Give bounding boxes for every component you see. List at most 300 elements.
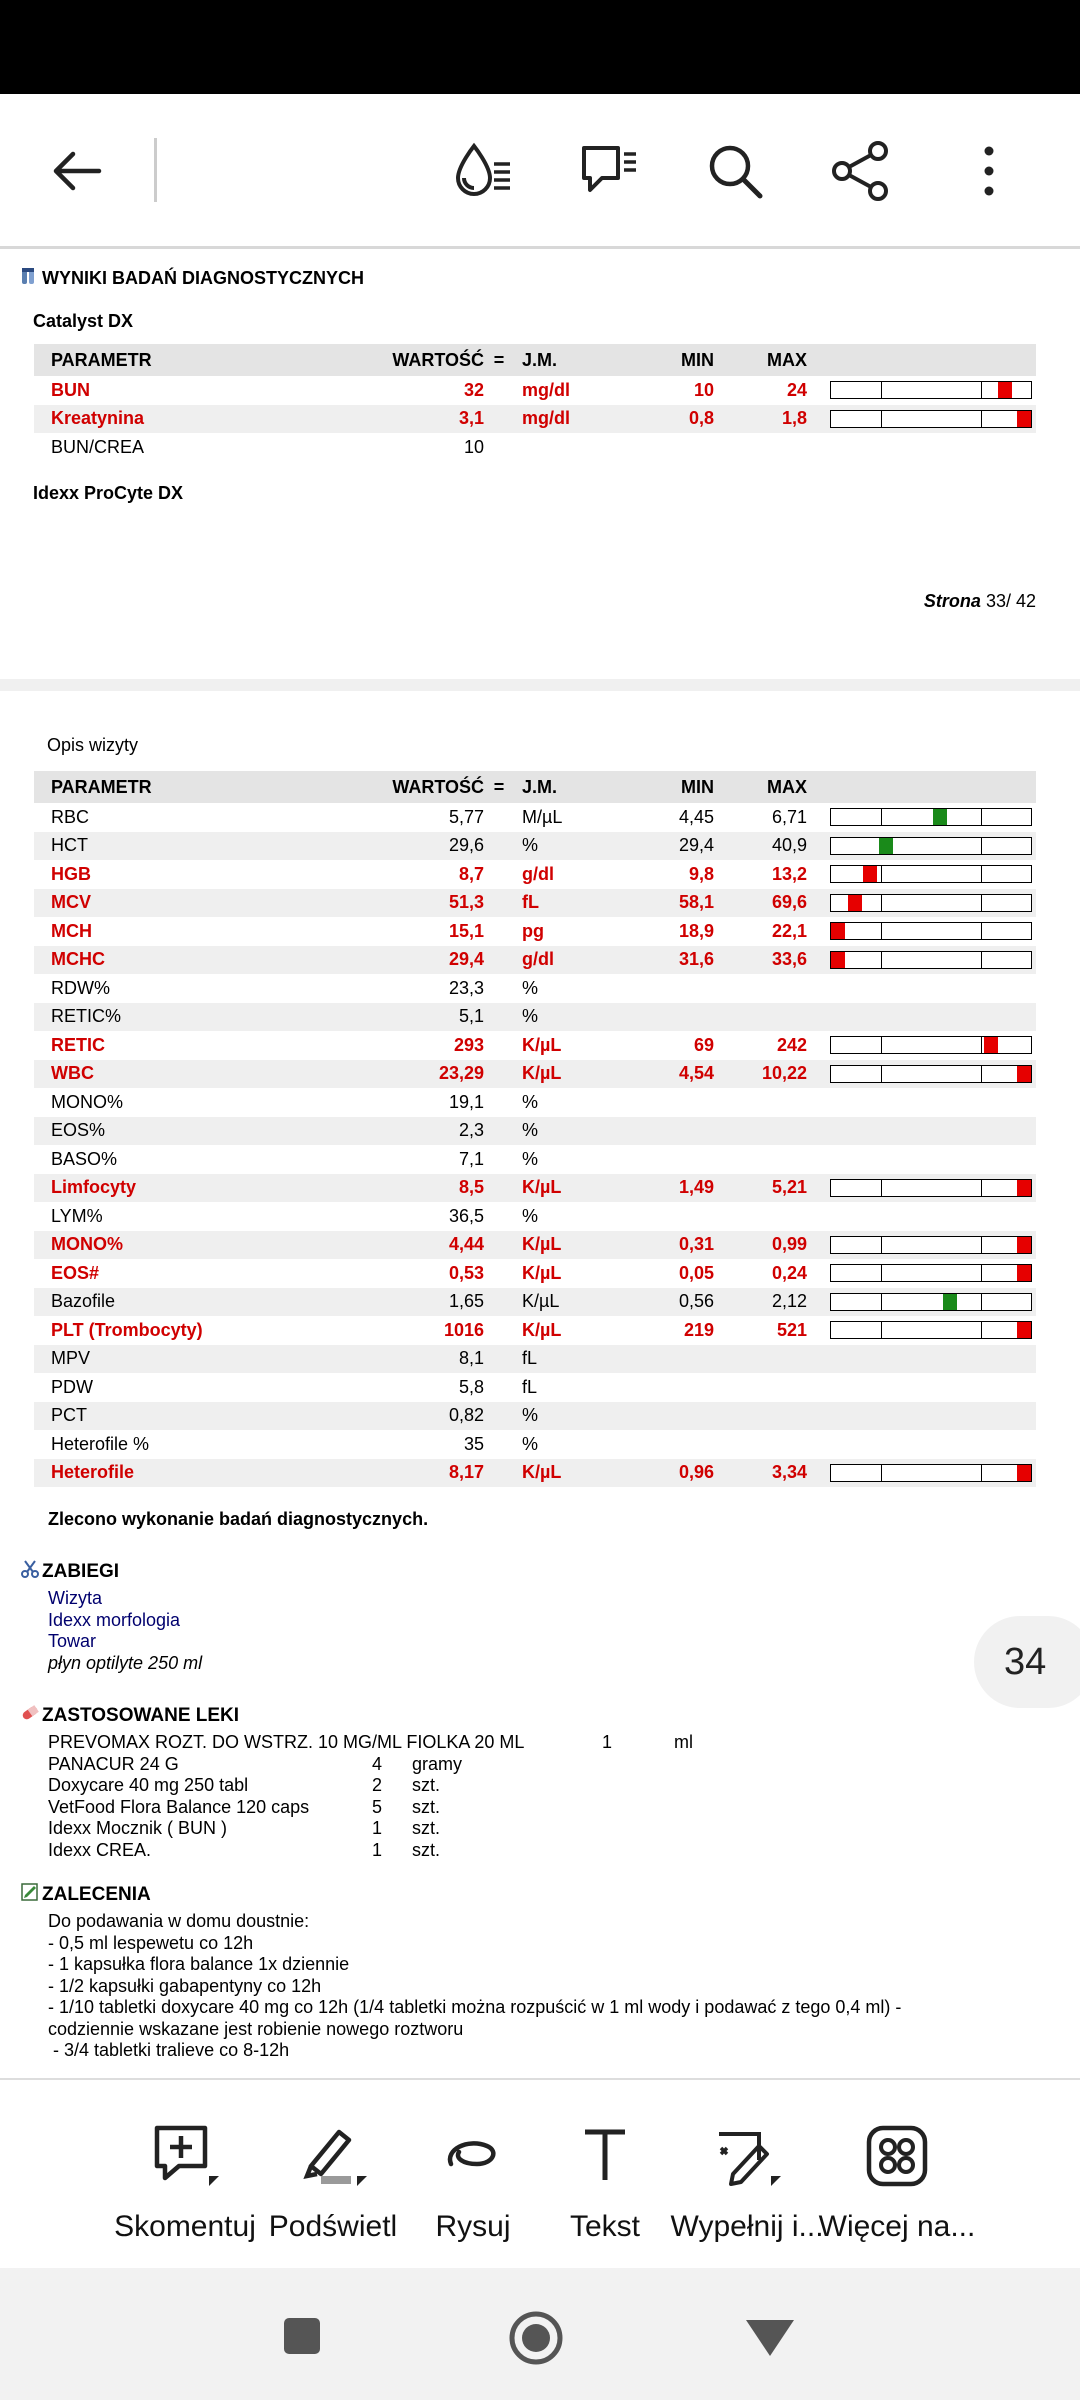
gauge-cell: [830, 1373, 1036, 1402]
gauge-cell: [830, 1402, 1036, 1431]
med-unit: szt.: [412, 1839, 441, 1860]
comments-icon[interactable]: [572, 134, 646, 208]
param-min: 0,96: [624, 1459, 714, 1488]
param-min: 9,8: [688, 863, 714, 884]
gauge-tick: [881, 1066, 882, 1082]
param-unit: K/µL: [522, 1034, 562, 1055]
param-min: 1,49: [624, 1174, 714, 1203]
gauge-tick: [881, 866, 882, 882]
param-min: [624, 1117, 714, 1146]
gauge-cell: [830, 917, 1036, 946]
param-value: 8,17: [334, 1459, 484, 1488]
gauge-cell: [830, 1117, 1036, 1146]
gauge-tick: [881, 923, 882, 939]
gauge-cell: [830, 1174, 1036, 1203]
range-gauge: [830, 1236, 1032, 1254]
param-name: LYM%: [51, 1205, 103, 1226]
gauge-tick: [881, 1037, 882, 1053]
col-gap: [807, 1202, 830, 1231]
gauge-marker: [848, 895, 862, 911]
comment-add-icon: [149, 2120, 221, 2192]
col-header-unit: J.M.: [514, 771, 624, 803]
col-header-unit: J.M.: [514, 344, 624, 376]
param-eq: [484, 1288, 514, 1317]
param-value: 23,29: [334, 1060, 484, 1089]
param-value: 36,5: [448, 1205, 484, 1226]
table-row: [34, 832, 1036, 861]
gauge-cell: [830, 1345, 1036, 1374]
gauge-cell: [830, 1088, 1036, 1117]
param-eq: [484, 1259, 514, 1288]
range-gauge: [830, 1065, 1032, 1083]
param-min: 31,6: [624, 946, 714, 975]
med-name: VetFood Flora Balance 120 caps: [48, 1796, 310, 1817]
gauge-tick: [981, 1465, 982, 1481]
param-name: EOS#: [51, 1262, 100, 1283]
med-qty: 1: [372, 1839, 383, 1860]
procedure-item: Idexx morfologia: [48, 1609, 181, 1630]
meds-heading: ZASTOSOWANE LEKI: [20, 1703, 239, 1727]
param-max: 521: [776, 1319, 807, 1340]
param-max: [714, 1145, 807, 1174]
param-unit: g/dl: [514, 946, 624, 975]
param-value: 3,1: [334, 405, 484, 434]
param-min: 0,05: [678, 1262, 714, 1283]
recommendation-line: - 1/2 kapsułki gabapentyny co 12h: [48, 1975, 322, 1996]
param-min: 0,8: [624, 405, 714, 434]
gauge-tick: [881, 1465, 882, 1481]
med-unit: szt.: [412, 1796, 441, 1817]
param-eq: [484, 405, 514, 434]
range-gauge: [830, 837, 1032, 855]
back-arrow-icon[interactable]: [40, 134, 114, 208]
param-min: [624, 974, 714, 1003]
param-max: [714, 1345, 807, 1374]
table-row: [34, 1288, 1036, 1317]
col-header-gauge: [830, 344, 1036, 376]
col-gap: [807, 803, 830, 832]
med-name: Doxycare 40 mg 250 tabl: [48, 1775, 249, 1795]
param-eq: [484, 974, 514, 1003]
table-row: [34, 889, 1036, 918]
gauge-marker: [1017, 411, 1031, 427]
meds-list: [48, 1732, 748, 1861]
range-gauge: [830, 922, 1032, 940]
highlight-tool-label: Podświetl: [268, 2210, 398, 2243]
param-name: HCT: [34, 832, 334, 861]
param-unit: K/µL: [522, 1262, 562, 1283]
param-min: [624, 1402, 714, 1431]
range-gauge: [830, 951, 1032, 969]
gauge-cell: [830, 405, 1036, 434]
gauge-tick: [981, 411, 982, 427]
param-min: [624, 1373, 714, 1402]
med-name: PANACUR 24 G: [48, 1753, 179, 1774]
gauge-tick: [981, 866, 982, 882]
gauge-marker: [1017, 1180, 1031, 1196]
col-gap: [807, 405, 830, 434]
comment-tool-button[interactable]: [110, 2080, 260, 2270]
med-unit: szt.: [412, 1818, 441, 1838]
param-name: MONO%: [34, 1231, 334, 1260]
param-unit: K/µL: [514, 1288, 624, 1317]
param-unit: K/µL: [514, 1174, 624, 1203]
param-unit: fL: [514, 1345, 624, 1374]
param-unit: %: [522, 1091, 539, 1112]
param-max: 40,9: [714, 832, 807, 861]
col-gap: [807, 1345, 830, 1374]
results-heading: WYNIKI BADAŃ DIAGNOSTYCZNYCH: [20, 267, 364, 289]
recommendation-line: codziennie wskazane jest robienie nowego roztworu: [48, 2018, 464, 2039]
gauge-tick: [981, 1037, 982, 1053]
pdf-page-34: [0, 691, 1080, 2078]
param-max: [714, 1430, 807, 1459]
col-gap: [807, 946, 830, 975]
gauge-marker: [1017, 1465, 1031, 1481]
param-name: Bazofile: [34, 1288, 334, 1317]
col-gap: [807, 1316, 830, 1345]
col-gap: [807, 433, 830, 462]
param-name: EOS%: [34, 1117, 334, 1146]
gauge-tick: [881, 952, 882, 968]
col-header-value: WARTOŚĆ: [334, 344, 484, 376]
gauge-tick: [981, 1322, 982, 1338]
gauge-cell: [830, 1259, 1036, 1288]
page-footer: [924, 591, 1036, 612]
param-eq: [484, 1316, 514, 1345]
param-value: 29,4: [334, 946, 484, 975]
param-value: 0,82: [334, 1402, 484, 1431]
page-footer-number: 33/ 42: [985, 591, 1036, 611]
param-max: 0,24: [771, 1262, 807, 1283]
recommendation-line: - 1/10 tabletki doxycare 40 mg co 12h (1/4 tabletki można rozpuścić w 1 ml wody i podawać z tego 0,4 ml) -: [48, 1997, 902, 2017]
table-row: [34, 1459, 1036, 1488]
param-eq: [484, 1430, 514, 1459]
procedure-item: Towar: [48, 1631, 97, 1651]
gauge-marker: [933, 809, 947, 825]
param-max: 13,2: [771, 863, 807, 884]
results-table-procyte: [34, 771, 1036, 1487]
draw-icon: [437, 2120, 509, 2192]
param-value: 19,1: [448, 1091, 484, 1112]
gauge-tick: [881, 1322, 882, 1338]
param-max: 69,6: [714, 889, 807, 918]
param-max: [714, 433, 807, 462]
param-eq: [484, 1003, 514, 1032]
param-max: [714, 974, 807, 1003]
gauge-marker: [984, 1037, 998, 1053]
param-min: 18,9: [678, 920, 714, 941]
col-gap: [807, 771, 830, 803]
comment-tool-label: Skomentuj: [114, 2210, 256, 2243]
range-gauge: [830, 1321, 1032, 1339]
gauge-tick: [881, 411, 882, 427]
med-unit: szt.: [412, 1775, 441, 1795]
col-gap: [807, 860, 830, 889]
param-value: 4,44: [334, 1231, 484, 1260]
param-unit: M/µL: [522, 806, 563, 827]
gauge-tick: [981, 1294, 982, 1310]
param-name: BUN/CREA: [51, 436, 145, 457]
table-row: [34, 1373, 1036, 1402]
table-row: [34, 1174, 1036, 1203]
recommendations-list: [48, 1911, 1058, 2062]
visit-description-label: Opis wizyty: [47, 735, 139, 755]
param-eq: [484, 860, 514, 889]
fill-sign-tool-button[interactable]: [672, 2080, 822, 2270]
med-name: Idexx CREA.: [48, 1839, 152, 1860]
param-max: [714, 1117, 807, 1146]
param-unit: K/µL: [514, 1231, 624, 1260]
param-value: 1016: [443, 1319, 484, 1340]
param-eq: [484, 376, 514, 405]
param-value: 0,53: [448, 1262, 484, 1283]
table-row: [34, 1060, 1036, 1089]
gauge-marker: [1017, 1066, 1031, 1082]
gauge-cell: [830, 1316, 1036, 1345]
param-min: 69: [693, 1034, 714, 1055]
gauge-tick: [981, 382, 982, 398]
param-max: [714, 1003, 807, 1032]
param-max: 242: [776, 1034, 807, 1055]
col-header-value: WARTOŚĆ: [334, 771, 484, 803]
param-unit: mg/dl: [514, 405, 624, 434]
col-gap: [807, 1402, 830, 1431]
med-row: [48, 1754, 748, 1776]
range-gauge: [830, 381, 1032, 399]
param-unit: [514, 433, 624, 462]
col-header-parameter: PARAMETR: [34, 344, 334, 376]
param-value: 23,3: [448, 977, 484, 998]
gauge-marker: [879, 838, 893, 854]
param-eq: [484, 803, 514, 832]
recents-nav-icon[interactable]: [274, 2308, 330, 2364]
param-min: [624, 1345, 714, 1374]
table-row: [34, 974, 1036, 1003]
col-gap: [807, 1259, 830, 1288]
med-unit: gramy: [412, 1753, 463, 1774]
med-unit: ml: [674, 1732, 693, 1752]
table-row: [34, 1003, 1036, 1032]
param-min: [624, 1430, 714, 1459]
gauge-tick: [881, 1294, 882, 1310]
gauge-tick: [981, 1265, 982, 1281]
gauge-cell: [830, 1459, 1036, 1488]
col-gap: [807, 1145, 830, 1174]
param-unit: K/µL: [514, 1060, 624, 1089]
page-number-indicator: 34: [974, 1616, 1080, 1708]
col-gap: [807, 974, 830, 1003]
param-name: MCH: [51, 920, 92, 941]
recommendation-line: - 3/4 tabletki tralieve co 8-12h: [48, 2040, 290, 2060]
text-tool-button[interactable]: [530, 2080, 680, 2270]
table-row: [34, 1402, 1036, 1431]
param-min: 219: [683, 1319, 714, 1340]
text-tool-label: Tekst: [569, 2210, 641, 2243]
col-header-min: MIN: [624, 771, 714, 803]
recommendation-line: - 0,5 ml lespewetu co 12h: [48, 1932, 254, 1953]
draw-tool-label: Rysuj: [435, 2210, 511, 2243]
gauge-cell: [830, 1003, 1036, 1032]
table-row: [34, 860, 1036, 889]
gauge-cell: [830, 376, 1036, 405]
med-qty: 1: [602, 1732, 613, 1752]
document-viewer[interactable]: [0, 246, 1080, 2078]
gauge-tick: [981, 838, 982, 854]
param-eq: [484, 1202, 514, 1231]
table-row: [34, 1259, 1036, 1288]
gauge-marker: [831, 923, 845, 939]
gauge-tick: [881, 1180, 882, 1196]
param-name: BASO%: [51, 1148, 118, 1169]
gauge-tick: [881, 382, 882, 398]
fill-sign-tool-label: Wypełnij i...: [670, 2210, 824, 2243]
param-eq: [484, 832, 514, 861]
recommendation-line: - 1 kapsułka flora balance 1x dziennie: [48, 1954, 350, 1974]
param-min: [624, 1202, 714, 1231]
highlight-tool-button[interactable]: [258, 2080, 408, 2270]
param-min: [624, 1003, 714, 1032]
table-row: [34, 803, 1036, 832]
gauge-tick: [981, 895, 982, 911]
param-name: PLT (Trombocyty): [51, 1319, 203, 1340]
param-value: 15,1: [448, 920, 484, 941]
param-eq: [484, 1174, 514, 1203]
draw-tool-button[interactable]: [398, 2080, 548, 2270]
top-toolbar: [0, 94, 1080, 246]
param-max: 0,99: [714, 1231, 807, 1260]
range-gauge: [830, 808, 1032, 826]
range-gauge: [830, 894, 1032, 912]
param-name: Heterofile: [34, 1459, 334, 1488]
table-row: [34, 1430, 1036, 1459]
scissors-icon: [20, 1559, 40, 1579]
back-nav-icon[interactable]: [742, 2308, 798, 2364]
table-row: [34, 917, 1036, 946]
param-value: 5,77: [448, 806, 484, 827]
share-icon[interactable]: [824, 134, 898, 208]
range-gauge: [830, 865, 1032, 883]
search-icon[interactable]: [698, 134, 772, 208]
table-row: [34, 405, 1036, 434]
table-row: [34, 1202, 1036, 1231]
med-qty: 5: [372, 1796, 383, 1817]
param-unit: %: [514, 1003, 624, 1032]
table-header-row: [34, 771, 1036, 803]
col-gap: [807, 1088, 830, 1117]
range-gauge: [830, 1036, 1032, 1054]
more-tools-icon: [861, 2120, 933, 2192]
col-header-min: MIN: [624, 344, 714, 376]
med-row: [48, 1840, 748, 1862]
med-qty: 2: [372, 1775, 383, 1795]
gauge-marker: [943, 1294, 957, 1310]
param-max: [714, 1088, 807, 1117]
param-value: 8,5: [334, 1174, 484, 1203]
col-gap: [807, 1060, 830, 1089]
param-value: 32: [463, 379, 484, 400]
gauge-tick: [981, 952, 982, 968]
system-navigation-bar: [0, 2268, 1080, 2400]
med-row: [48, 1732, 748, 1754]
recommendation-line: Do podawania w domu doustnie:: [48, 1911, 310, 1931]
param-unit: g/dl: [522, 863, 554, 884]
table-row: [34, 946, 1036, 975]
gauge-tick: [881, 1265, 882, 1281]
home-nav-icon[interactable]: [506, 2308, 562, 2364]
param-unit: fL: [514, 889, 624, 918]
param-unit: %: [522, 1205, 539, 1226]
table-row: [34, 1088, 1036, 1117]
med-name: Idexx Mocznik ( BUN ): [48, 1818, 228, 1838]
col-gap: [807, 1288, 830, 1317]
ordered-note: Zlecono wykonanie badań diagnostycznych.: [48, 1509, 429, 1529]
gauge-tick: [881, 1237, 882, 1253]
col-gap: [807, 1174, 830, 1203]
reading-mode-icon[interactable]: [446, 134, 520, 208]
param-min: 10: [693, 379, 714, 400]
col-gap: [807, 832, 830, 861]
param-name: MCHC: [34, 946, 334, 975]
param-unit: K/µL: [514, 1459, 624, 1488]
status-bar: [0, 0, 1080, 94]
param-eq: [484, 1088, 514, 1117]
param-name: RBC: [51, 806, 90, 827]
device-label: Catalyst DX: [33, 311, 134, 331]
col-gap: [807, 344, 830, 376]
med-qty: 1: [372, 1818, 383, 1838]
param-unit: %: [514, 1402, 624, 1431]
gauge-marker: [1017, 1265, 1031, 1281]
col-gap: [807, 1031, 830, 1060]
param-eq: [484, 1345, 514, 1374]
param-name: Kreatynina: [34, 405, 334, 434]
param-min: [624, 433, 714, 462]
col-header-eq: =: [484, 771, 514, 803]
gauge-marker: [831, 952, 845, 968]
recommendations-heading: ZALECENIA: [20, 1882, 151, 1906]
param-min: [624, 1145, 714, 1174]
param-min: 0,56: [624, 1288, 714, 1317]
param-name: Limfocyty: [34, 1174, 334, 1203]
range-gauge: [830, 1179, 1032, 1197]
param-unit: %: [522, 1433, 539, 1454]
param-max: 3,34: [714, 1459, 807, 1488]
col-gap: [807, 1430, 830, 1459]
col-header-gauge: [830, 771, 1036, 803]
col-header-parameter: PARAMETR: [34, 771, 334, 803]
param-unit: pg: [522, 920, 544, 941]
procedure-extra: płyn optilyte 250 ml: [48, 1652, 203, 1673]
param-value: 35: [463, 1433, 484, 1454]
param-name: RETIC: [51, 1034, 105, 1055]
param-max: 10,22: [714, 1060, 807, 1089]
param-eq: [484, 1060, 514, 1089]
gauge-marker: [998, 382, 1012, 398]
med-qty: 4: [372, 1753, 383, 1774]
procedures-list: [48, 1588, 202, 1674]
gauge-marker: [1017, 1322, 1031, 1338]
param-name: MCV: [34, 889, 334, 918]
table-row: [34, 1117, 1036, 1146]
gauge-cell: [830, 974, 1036, 1003]
more-tools-button[interactable]: [818, 2080, 976, 2270]
param-min: [624, 1088, 714, 1117]
gauge-tick: [981, 1180, 982, 1196]
table-row: [34, 1345, 1036, 1374]
more-options-icon[interactable]: [952, 134, 1026, 208]
gauge-cell: [830, 1145, 1036, 1174]
